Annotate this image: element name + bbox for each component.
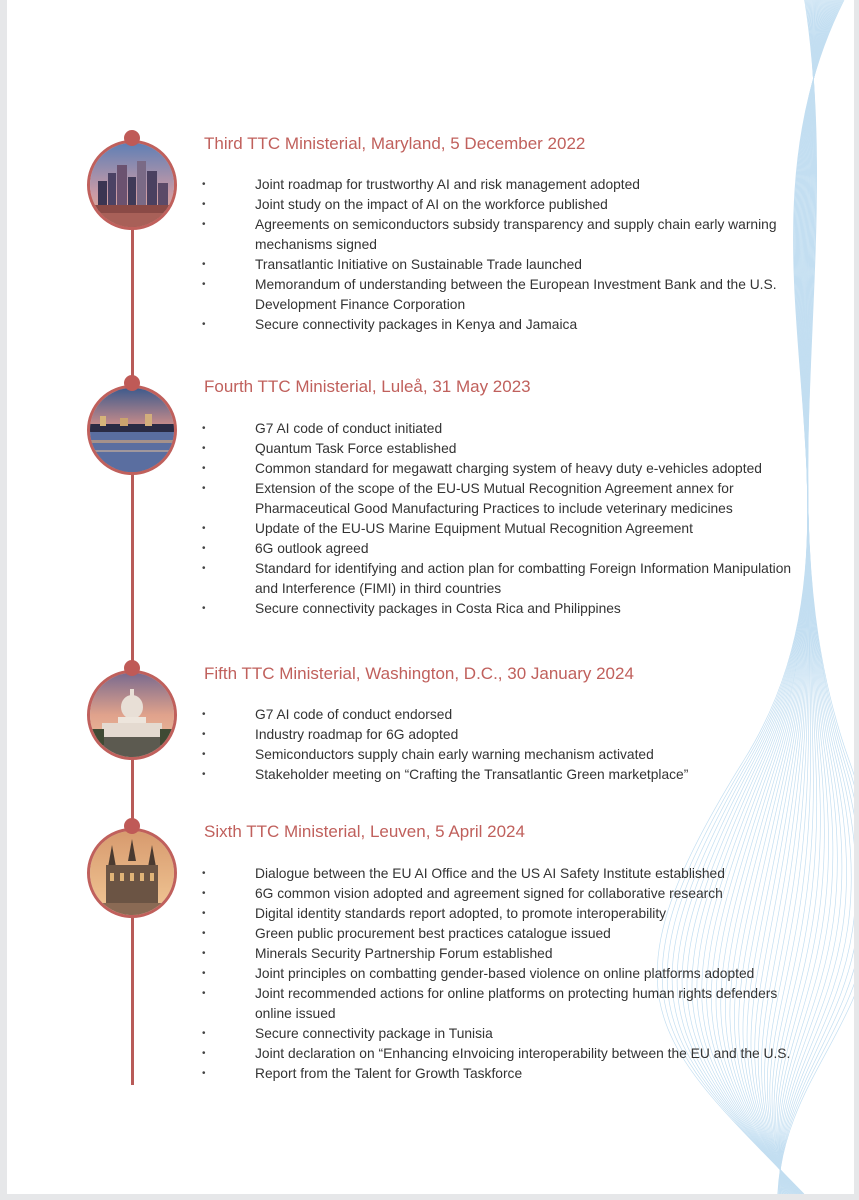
list-item: • Memorandum of understanding between the European Investment Bank and the U.S. Development Finance Corporation	[202, 275, 802, 315]
timeline-dot	[124, 375, 140, 391]
bullet-list	[202, 175, 802, 335]
list-item: • Digital identity standards report adopted, to promote interoperability	[202, 904, 802, 924]
list-item: • Dialogue between the EU AI Office and the US AI Safety Institute established	[202, 864, 802, 884]
timeline-node-3	[87, 670, 177, 760]
list-item: • G7 AI code of conduct initiated	[202, 419, 802, 439]
bullet-list	[202, 705, 802, 785]
timeline-node-4	[87, 828, 177, 918]
bullet-list	[202, 419, 802, 619]
section-title: Third TTC Ministerial, Maryland, 5 December 2022	[204, 134, 586, 153]
timeline-node-1	[87, 140, 177, 230]
list-item: • Stakeholder meeting on “Crafting the Transatlantic Green marketplace”	[202, 765, 802, 785]
leuven-town-hall-photo	[87, 828, 177, 918]
list-item: • Agreements on semiconductors subsidy transparency and supply chain early warning mechanisms signed	[202, 215, 802, 255]
list-item: • 6G common vision adopted and agreement signed for collaborative research	[202, 884, 802, 904]
list-item: • Extension of the scope of the EU-US Mutual Recognition Agreement annex for Pharmaceutical Good Manufacturing Practices to include veterinary medicines	[202, 479, 802, 519]
list-item: • G7 AI code of conduct endorsed	[202, 705, 802, 725]
list-item: • Secure connectivity packages in Kenya and Jamaica	[202, 315, 802, 335]
list-item: • Industry roadmap for 6G adopted	[202, 725, 802, 745]
list-item: • Transatlantic Initiative on Sustainable Trade launched	[202, 255, 802, 275]
list-item: • Joint roadmap for trustworthy AI and risk management adopted	[202, 175, 802, 195]
list-item: • Joint recommended actions for online platforms on protecting human rights defenders online issued	[202, 984, 802, 1024]
document-page	[7, 0, 854, 1194]
bullet-list	[202, 864, 802, 1084]
timeline-dot	[124, 130, 140, 146]
list-item: • 6G outlook agreed	[202, 539, 802, 559]
list-item: • Standard for identifying and action plan for combatting Foreign Information Manipulation and Interference (FIMI) in third countries	[202, 559, 802, 599]
list-item: • Report from the Talent for Growth Taskforce	[202, 1064, 802, 1084]
list-item: • Secure connectivity packages in Costa Rica and Philippines	[202, 599, 802, 619]
list-item: • Minerals Security Partnership Forum established	[202, 944, 802, 964]
timeline-dot	[124, 660, 140, 676]
us-capitol-photo	[87, 670, 177, 760]
list-item: • Common standard for megawatt charging system of heavy duty e-vehicles adopted	[202, 459, 802, 479]
list-item: • Joint declaration on “Enhancing eInvoicing interoperability between the EU and the U.S.	[202, 1044, 802, 1064]
list-item: • Update of the EU-US Marine Equipment Mutual Recognition Agreement	[202, 519, 802, 539]
list-item: • Green public procurement best practices catalogue issued	[202, 924, 802, 944]
timeline-node-2	[87, 385, 177, 475]
section-title: Fifth TTC Ministerial, Washington, D.C., 30 January 2024	[204, 664, 634, 683]
list-item: • Joint principles on combatting gender-based violence on online platforms adopted	[202, 964, 802, 984]
list-item: • Semiconductors supply chain early warning mechanism activated	[202, 745, 802, 765]
list-item: • Quantum Task Force established	[202, 439, 802, 459]
lulea-waterfront-photo	[87, 385, 177, 475]
baltimore-skyline-photo	[87, 140, 177, 230]
list-item: • Secure connectivity package in Tunisia	[202, 1024, 802, 1044]
section-title: Sixth TTC Ministerial, Leuven, 5 April 2024	[204, 822, 525, 841]
list-item: • Joint study on the impact of AI on the workforce published	[202, 195, 802, 215]
timeline-line	[131, 135, 134, 1085]
timeline-dot	[124, 818, 140, 834]
section-title: Fourth TTC Ministerial, Luleå, 31 May 2023	[204, 377, 531, 396]
